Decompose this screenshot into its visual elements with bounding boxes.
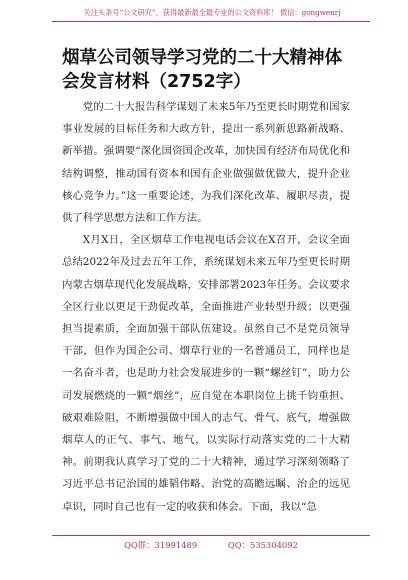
body-paragraph-2: X月X日，全区烟草工作电视电话会议在X召开，会议全面总结2022年及过去五年工作，系统谋划未来五年乃至更长时期内蒙古烟草现代化发展战略，安排部署2023年任务。会议要求全区行业以更足干劲促改革，全面推进产业转型升级；以更强担当提素质，全面加强干部队伍建设。虽然自己不是党员领导干部，但作为国企公司、烟草行业的一名普通员工，同样也是一名奋斗者，也是助力社会发展进步的一颗“螺丝钉”，助力公司发展燃烧的一颗“烟丝”，应自觉在本职岗位上挑千钧重担、破艰难险阻，不断增强做中国人的志气、骨气、底气，增强做烟草人的正气、事气、地气，以实际行动落实党的二十大精神。前期我认真学习了党的二十大精神，通过学习深刻领略了习近平总书记治国的雄韬伟略、治党的高瞻远瞩、治企的远见卓识，同时自己也有一定的收获和体会。下面，我以“急 <box>62 234 350 513</box>
header-divider <box>52 21 370 22</box>
footer-divider <box>52 535 370 536</box>
footer-qq-group: QQ群：31991489 <box>124 540 198 550</box>
header-banner: 关注头条号“公文研究”，获得最新最全最专业的公文资料库！ 微信：gongwenrj <box>83 8 341 17</box>
document-body <box>62 96 350 518</box>
footer-contacts <box>52 538 370 552</box>
body-paragraph-1: 党的二十大报告科学谋划了未来5年乃至更长时期党和国家事业发展的目标任务和大政方针，提出一系列新思路新战略、新举措。强调要“深化国资国企改革，加快国有经济布局优化和结构调整，推动国有资本和国有企业做强做优做大，提升企业核心竞争力。”这一重要论述，为我们深化改革、履职尽责，提供了科学思想方法和工作方法。 <box>62 101 350 225</box>
document-title: 烟草公司领导学习党的二十大精神体会发言材料（2752字） <box>62 48 342 92</box>
footer-qq: QQ：535304092 <box>227 540 298 550</box>
